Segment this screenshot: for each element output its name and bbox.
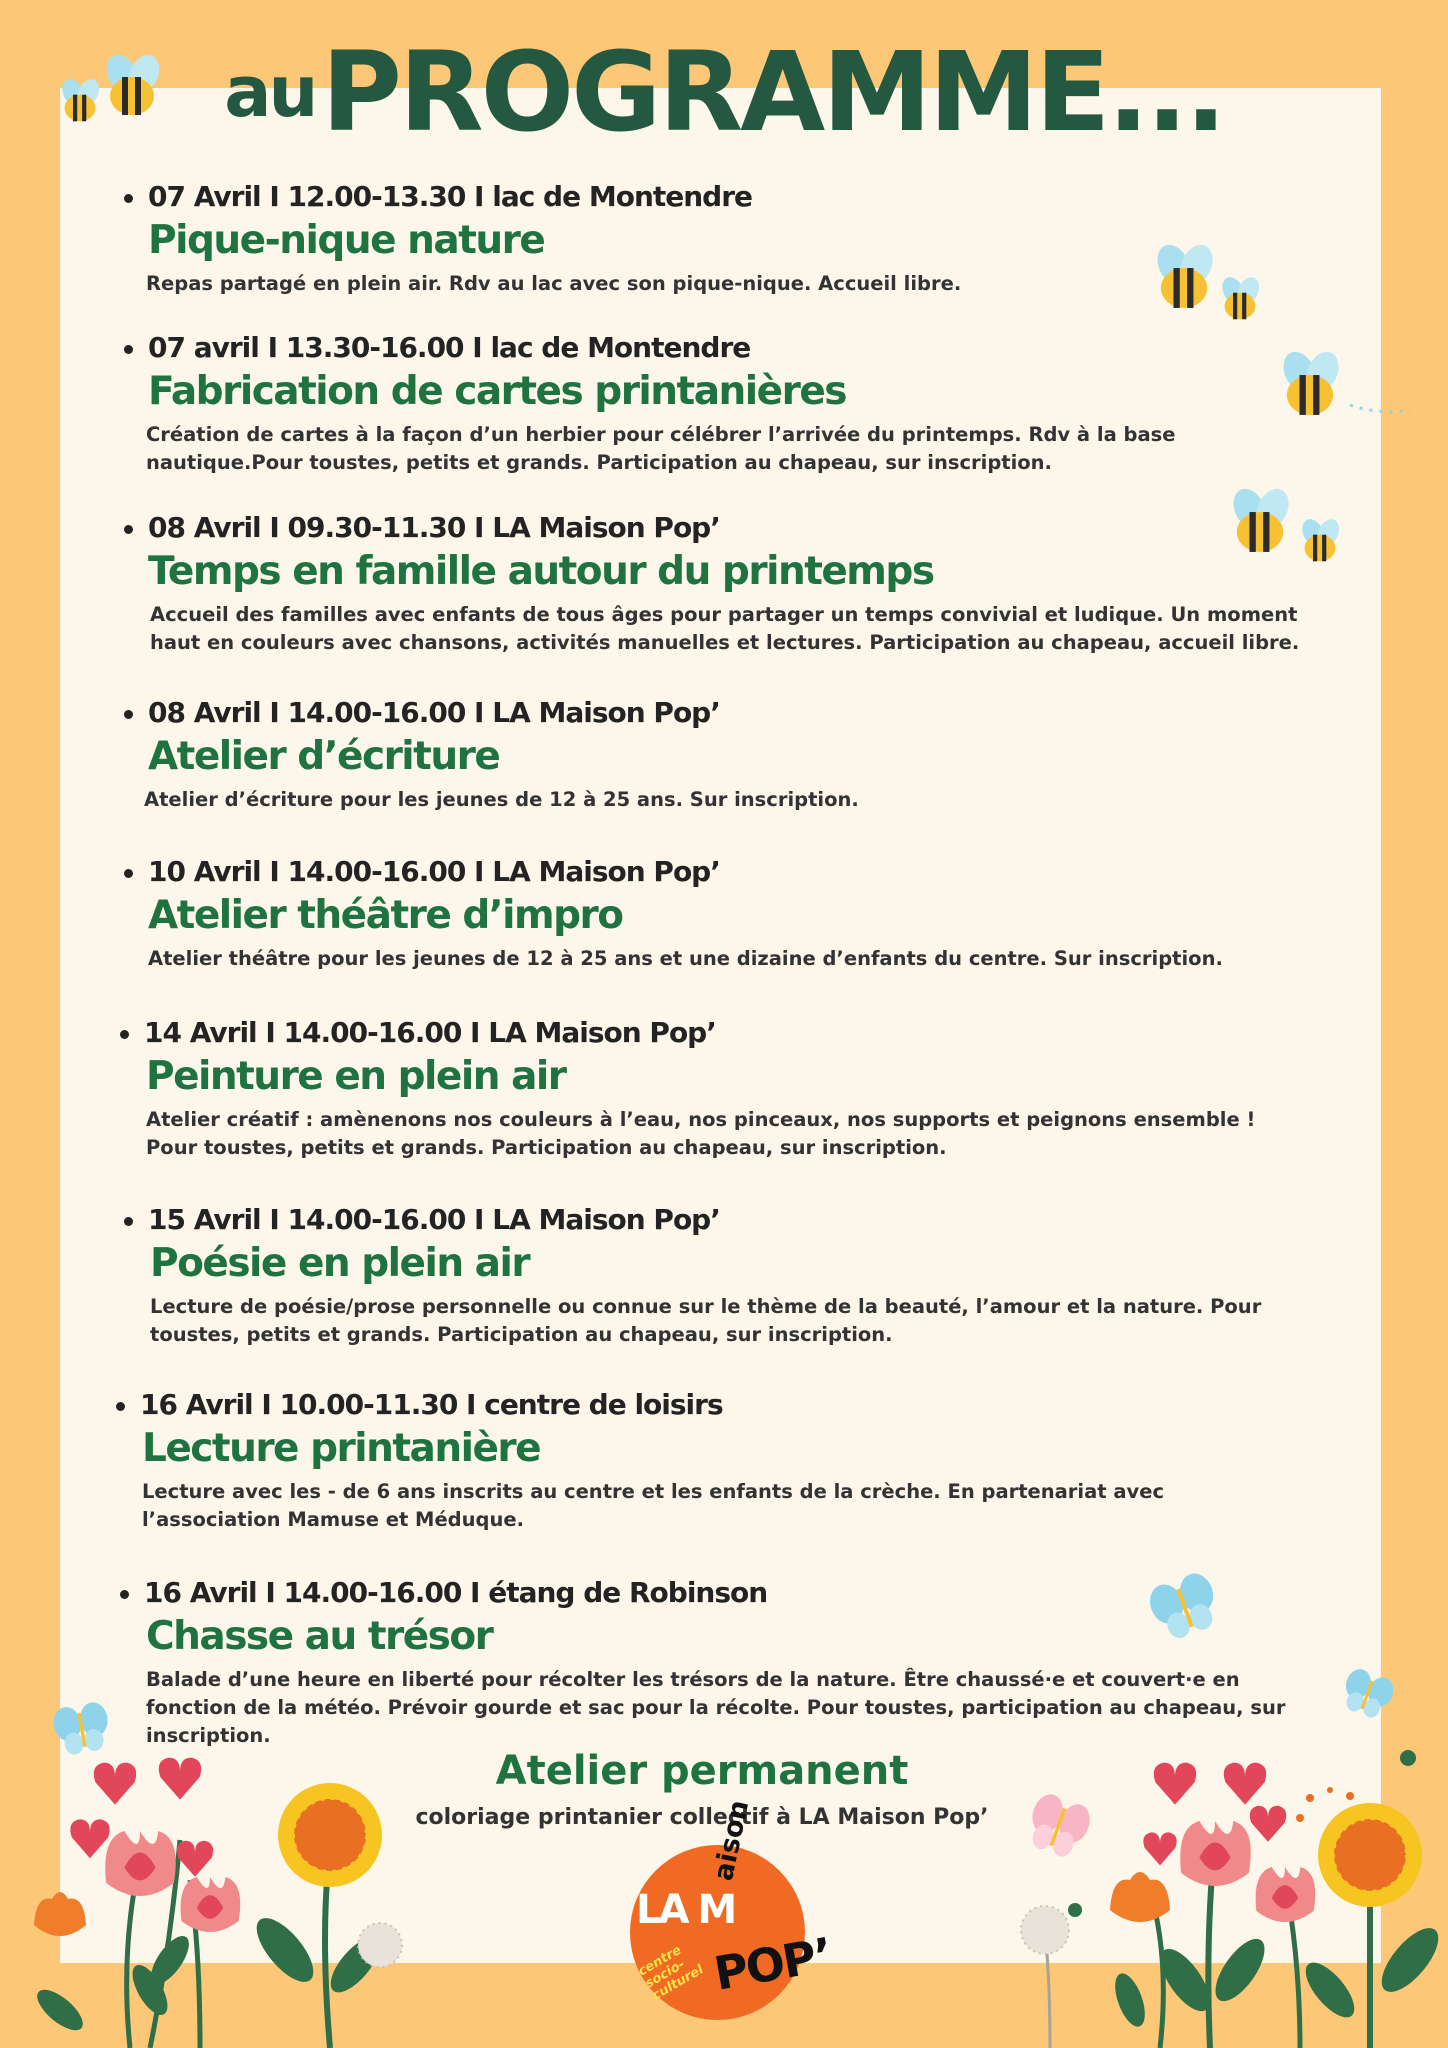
flowers-right-illustration <box>1000 1740 1448 2048</box>
event-title: Temps en famille autour du printemps <box>148 549 934 594</box>
event-title: Pique-nique nature <box>148 218 545 263</box>
event-description: Balade d’une heure en liberté pour récolter les trésors de la nature. Être chaussé·e et couvert·e en fonction de la météo. Prévoir gourde et sac pour la récolte. Pour toustes, participation au chapeau, sur inscription. <box>146 1668 1286 1747</box>
event-title: Fabrication de cartes printanières <box>148 369 846 414</box>
event-description: Atelier théâtre pour les jeunes de 12 à 25 ans et une dizaine d’enfants du centre. Sur inscription. <box>148 947 1223 970</box>
event-title: Atelier d’écriture <box>148 734 500 779</box>
event-description: Atelier d’écriture pour les jeunes de 12 à 25 ans. Sur inscription. <box>144 788 859 811</box>
bee-icon <box>40 60 170 140</box>
event-datetime: 16 Avril I 10.00-11.30 I centre de loisirs <box>140 1388 723 1421</box>
event-title: Poésie en plein air <box>150 1241 530 1286</box>
event-datetime: 08 Avril I 09.30-11.30 I LA Maison Pop’ <box>148 511 720 544</box>
page-title <box>0 28 1448 156</box>
permanent-workshop-title: Atelier permanent <box>495 1748 909 1794</box>
event-datetime: 08 Avril I 14.00-16.00 I LA Maison Pop’ <box>148 696 720 729</box>
event-description: Accueil des familles avec enfants de tous âges pour partager un temps convivial et ludique. Un moment haut en couleurs avec chansons, activités manuelles et lectures. Participation au chapeau, accueil libre. <box>150 603 1300 654</box>
event-datetime: 14 Avril I 14.00-16.00 I LA Maison Pop’ <box>144 1016 716 1049</box>
event-description: Création de cartes à la façon d’un herbier pour célébrer l’arrivée du printemps. Rdv à la base nautique.Pour toustes, petits et grands. Participation au chapeau, sur inscription. <box>146 423 1176 474</box>
event-datetime: 10 Avril I 14.00-16.00 I LA Maison Pop’ <box>148 855 720 888</box>
permanent-workshop-subtitle: coloriage printanier collectif à LA Maison Pop’ <box>415 1805 989 1830</box>
butterfly-icon <box>1140 1568 1230 1648</box>
event-description: Atelier créatif : amènenons nos couleurs à l’eau, nos pinceaux, nos supports et peignons ensemble ! Pour toustes, petits et grands. Participation au chapeau, sur inscription. <box>146 1108 1256 1159</box>
event-datetime: 07 avril I 13.30-16.00 I lac de Montendre <box>148 331 751 364</box>
event-datetime: 16 Avril I 14.00-16.00 I étang de Robinson <box>144 1576 768 1609</box>
event-description: Lecture de poésie/prose personnelle ou connue sur le thème de la beauté, l’amour et la nature. Pour toustes, petits et grands. Participation au chapeau, sur inscription. <box>150 1295 1262 1346</box>
flowers-left-illustration <box>0 1750 440 2048</box>
title-prefix: au <box>224 51 316 133</box>
event-title: Chasse au trésor <box>146 1614 493 1659</box>
event-description: Lecture avec les - de 6 ans inscrits au centre et les enfants de la crèche. En partenariat avec l’association Mamuse et Méduque. <box>142 1480 1165 1531</box>
logo-text-pop: POP’ <box>710 1927 836 2001</box>
butterfly-icon <box>1332 1660 1402 1730</box>
event-datetime: 15 Avril I 14.00-16.00 I LA Maison Pop’ <box>148 1203 720 1236</box>
logo-tagline: centre socio-culturel <box>635 1942 707 2004</box>
bee-icon <box>1220 486 1350 576</box>
event-title: Lecture printanière <box>142 1426 541 1471</box>
event-title: Atelier théâtre d’impro <box>148 893 623 938</box>
logo-text-aison: aison <box>708 1797 756 1884</box>
event-description: Repas partagé en plein air. Rdv au lac avec son pique-nique. Accueil libre. <box>146 272 962 295</box>
event-title: Peinture en plein air <box>146 1054 566 1099</box>
maison-pop-logo <box>630 1797 836 2020</box>
event-datetime: 07 Avril I 12.00-13.30 I lac de Montendre <box>148 180 753 213</box>
logo-text-la: LA M <box>636 1887 735 1933</box>
title-main: PROGRAMME... <box>321 28 1224 156</box>
